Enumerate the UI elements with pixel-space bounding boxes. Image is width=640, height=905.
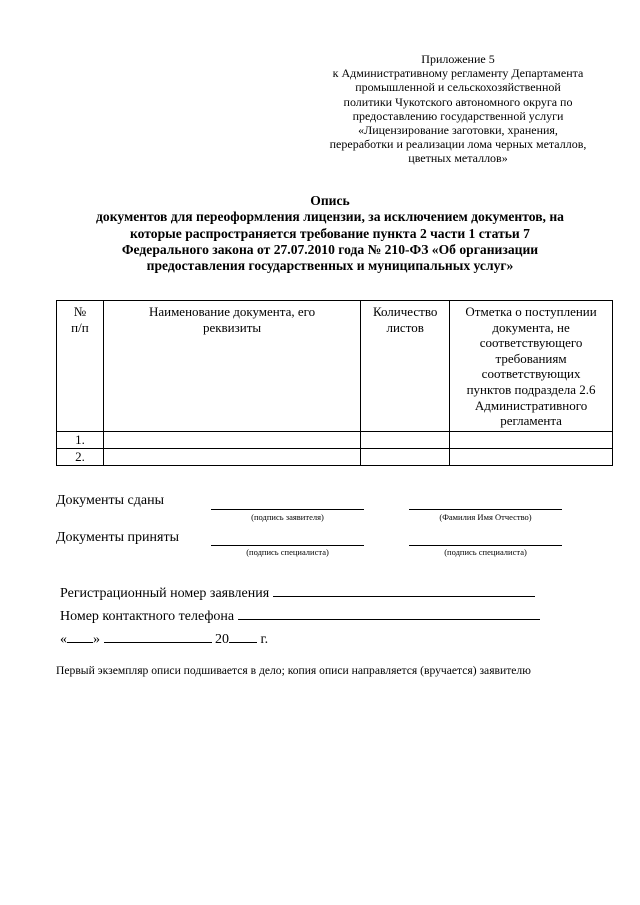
appendix-line: Приложение 5 (421, 52, 495, 66)
document-title (40, 193, 620, 274)
appendix-line: переработки и реализации лома черных металлов, (329, 137, 587, 152)
phone-line[interactable] (238, 605, 540, 620)
date-year-prefix: 20 (215, 632, 229, 647)
date-day-line[interactable] (67, 628, 93, 643)
row-document-name[interactable] (103, 448, 360, 465)
footer-note: Первый экземпляр описи подшивается в дело; копия описи направляется (вручается) заявителю (56, 664, 531, 677)
handed-signature-line[interactable] (211, 495, 364, 510)
date-field (60, 628, 268, 648)
handed-name-line[interactable] (409, 495, 562, 510)
appendix-line: промышленной и сельскохозяйственной (355, 80, 561, 95)
accepted-signature-caption: (подпись специалиста) (246, 547, 329, 557)
date-year-line[interactable] (229, 628, 257, 643)
date-open-quote: « (60, 632, 67, 647)
reg-number-field (60, 582, 535, 602)
accepted-name-caption: (подпись специалиста) (444, 547, 527, 557)
accepted-label: Документы приняты (56, 530, 179, 545)
reg-number-label: Регистрационный номер заявления (60, 586, 270, 601)
title-line: которые распространяется требование пункта 2 части 1 статьи 7 (130, 225, 530, 241)
phone-field (60, 605, 540, 625)
col-header-number: № п/п (57, 301, 104, 432)
handed-label: Документы сданы (56, 493, 165, 508)
date-close-quote: » (93, 632, 100, 647)
appendix-line: предоставлению государственной услуги (352, 108, 564, 123)
appendix-line: политики Чукотского автономного округа по (343, 94, 573, 109)
handed-name-caption: (Фамилия Имя Отчество) (439, 512, 532, 522)
accepted-signature-line[interactable] (211, 531, 364, 546)
title-line: Федерального закона от 27.07.2010 года № 210-ФЗ «Об организации (121, 241, 539, 257)
col-header-receipt-mark: Отметка о поступлении документа, не соответствующего требованиям соответствующих пунктов подраздела 2.6 Административного регламента (450, 301, 613, 432)
col-header-document-name: Наименование документа, его реквизиты (103, 301, 360, 432)
table-row (57, 448, 613, 465)
col-header-sheet-count: Количество листов (361, 301, 450, 432)
reg-number-line[interactable] (273, 582, 535, 597)
appendix-line: «Лицензирование заготовки, хранения, (358, 123, 558, 138)
appendix-line: цветных металлов» (408, 151, 508, 166)
row-receipt-mark[interactable] (450, 431, 613, 448)
row-document-name[interactable] (103, 431, 360, 448)
appendix-line: к Административному регламенту Департамента (332, 66, 584, 81)
table-row (57, 431, 613, 448)
handed-signature-caption: (подпись заявителя) (251, 512, 324, 522)
appendix-header (318, 52, 598, 166)
date-suffix: г. (260, 632, 269, 647)
phone-label: Номер контактного телефона (60, 609, 235, 624)
accepted-name-line[interactable] (409, 531, 562, 546)
table-header-row (57, 301, 613, 432)
row-receipt-mark[interactable] (450, 448, 613, 465)
row-number: 1. (57, 431, 104, 448)
title-line: документов для переоформления лицензии, за исключением документов, на (96, 209, 564, 225)
row-sheet-count[interactable] (361, 431, 450, 448)
row-sheet-count[interactable] (361, 448, 450, 465)
title-line: Опись (310, 193, 350, 208)
title-line: предоставления государственных и муниципальных услуг» (146, 258, 514, 274)
row-number: 2. (57, 448, 104, 465)
documents-table (56, 300, 613, 466)
date-month-line[interactable] (104, 628, 212, 643)
